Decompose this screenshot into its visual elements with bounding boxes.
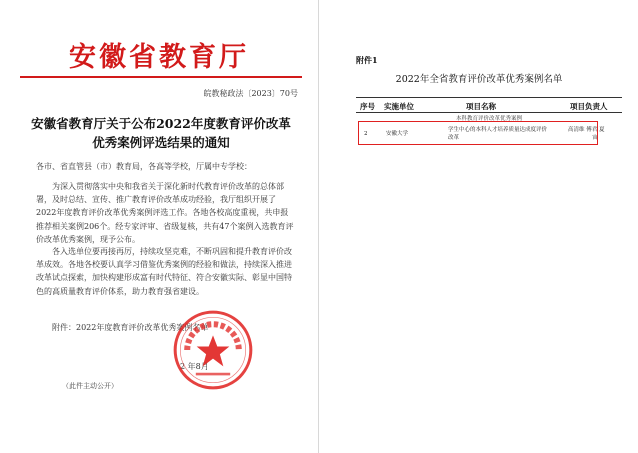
official-seal-icon (170, 307, 256, 393)
attachment-page (320, 0, 638, 453)
public-disclosure-note: （此件主动公开） (62, 382, 118, 390)
table-top-rule (356, 97, 622, 98)
title-line-2: 优秀案例评选结果的通知 (92, 135, 230, 150)
header-leader: 项目负责人 (570, 102, 608, 111)
document-number: 皖教秘政法〔2023〕70号 (203, 89, 298, 98)
header-project: 项目名称 (466, 102, 496, 111)
notice-title (24, 114, 298, 152)
list-title: 2022年全省教育评价改革优秀案例名单 (395, 74, 563, 85)
title-line-1: 安徽省教育厅关于公布2022年度教育评价改革 (31, 116, 291, 131)
salutation: 各市、省直管县（市）教育局，各高等学校，厅属中专学校： (36, 162, 252, 171)
letterhead: 安徽省教育厅 (69, 42, 249, 73)
notice-page (0, 0, 318, 453)
attachment-note: 附件：2022年度教育评价改革优秀案例名单 (52, 323, 209, 332)
row-unit: 安徽大学 (386, 131, 409, 137)
body-paragraph-2: 各入选单位要再接再厉，持续攻坚克难，不断巩固和提升教育评价改革成效。各地各校要认真学习借鉴优秀案例的经验和做法，持续深入推进改革试点探索，加快构建形成富有时代特征、符合安徽实际、彰显中国特色的高质量教育评价体系，助力教育强省建设。 (36, 247, 292, 296)
header-index: 序号 (360, 102, 375, 111)
leader-line-2: 宙 (592, 135, 598, 141)
highlight-box (358, 121, 598, 145)
row-index: 2 (364, 131, 368, 137)
project-line-2: 改革 (448, 135, 460, 141)
project-line-1: 学生中心的本科人才培养质量达成度评价 (448, 127, 548, 133)
table-header-rule (356, 112, 622, 113)
header-unit: 实施单位 (384, 102, 414, 111)
attachment-label: 附件1 (356, 55, 378, 65)
issue-date: 2 年8月 (180, 362, 209, 371)
leader-line-1: 高清维 傅君 夏 (568, 127, 605, 133)
red-divider-line (20, 76, 302, 78)
page-divider (318, 0, 319, 453)
table-category: 本科教育评价改革优秀案例 (455, 116, 522, 122)
body-paragraph-1: 为深入贯彻落实中央和我省关于深化新时代教育评价改革的总体部署，及时总结、宣传、推广教育评价改革成功经验，我厅组织开展了2022年度教育评价改革优秀案例评选工作。各地各校高度重视，共申报推荐相关案例206个。经专家评审、省级复核，共有47个案例入选教育评价改革优秀案例，现予公布。 (36, 182, 294, 244)
